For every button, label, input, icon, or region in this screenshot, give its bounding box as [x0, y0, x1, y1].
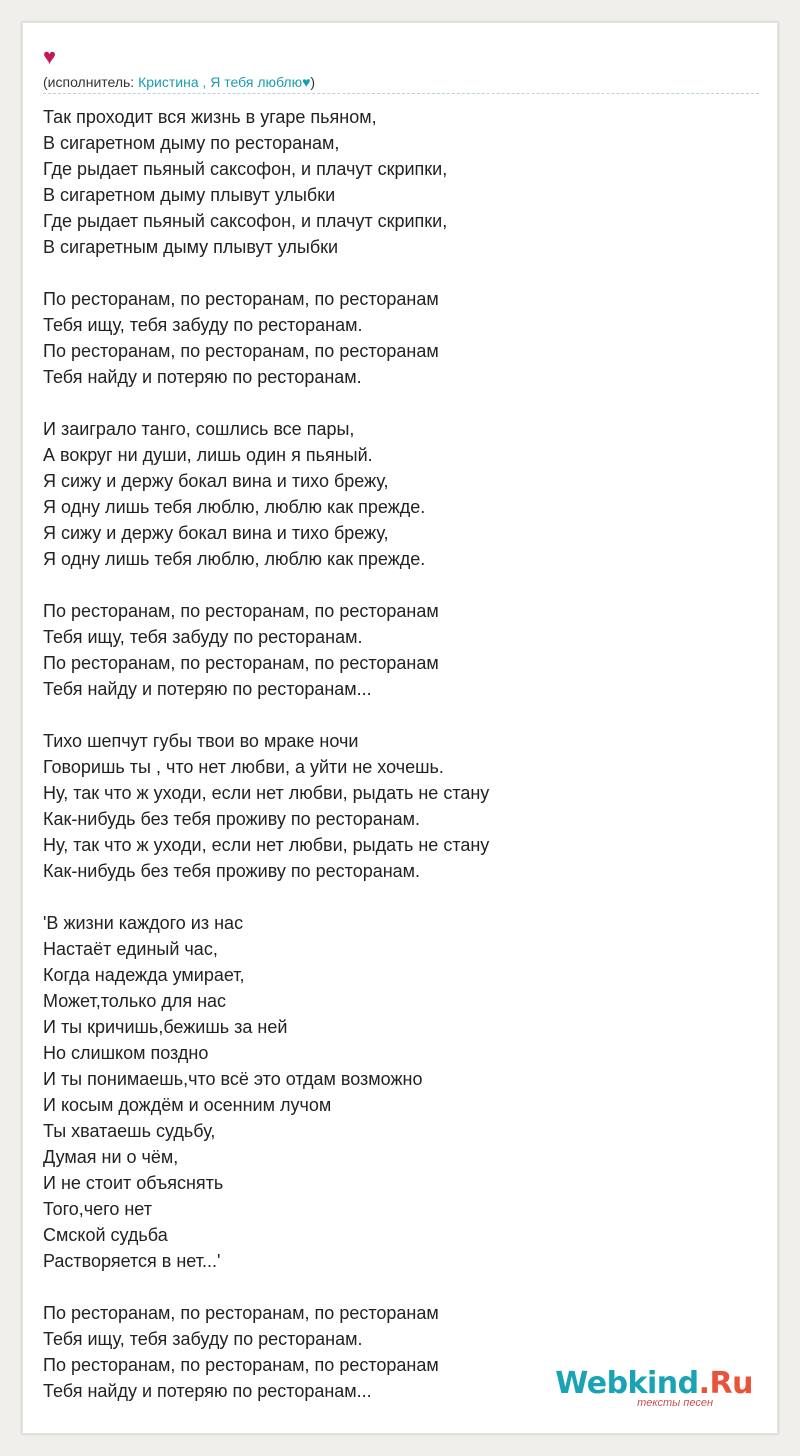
lyrics-line: Я одну лишь тебя люблю, люблю как прежде. — [43, 497, 426, 517]
lyrics-line: Тихо шепчут губы твои во мраке ночи — [43, 731, 359, 751]
lyrics-line: И ты кричишь,бежишь за ней — [43, 1017, 288, 1037]
lyrics-line: Как-нибудь без тебя проживу по ресторанам. — [43, 861, 421, 881]
lyrics-line: Я сижу и держу бокал вина и тихо брежу, — [43, 523, 389, 543]
lyrics-stanza — [43, 910, 763, 1274]
lyrics-line: По ресторанам, по ресторанам, по ресторанам — [43, 289, 439, 309]
lyrics-line: И ты понимаешь,что всё это отдам возможно — [43, 1069, 423, 1089]
lyrics-stanza — [43, 728, 763, 884]
lyrics-line: А вокруг ни души, лишь один я пьяный. — [43, 445, 373, 465]
lyrics-line: Тебя ищу, тебя забуду по ресторанам. — [43, 1329, 363, 1349]
logo-tld: .Ru — [698, 1366, 753, 1401]
logo-main-text: Webkind — [555, 1366, 699, 1401]
meta-prefix: (исполнитель: — [43, 74, 139, 90]
heart-icon: ♥ — [43, 44, 57, 69]
lyrics-text — [43, 104, 763, 1430]
lyrics-line: Когда надежда умирает, — [43, 965, 245, 985]
artist-link[interactable]: Кристина , Я тебя люблю♥ — [138, 74, 311, 90]
lyrics-line: По ресторанам, по ресторанам, по ресторанам — [43, 1303, 439, 1323]
lyrics-line: По ресторанам, по ресторанам, по ресторанам — [43, 653, 439, 673]
lyrics-line: И не стоит объяснять — [43, 1173, 224, 1193]
lyrics-line: Тебя ищу, тебя забуду по ресторанам. — [43, 627, 363, 647]
lyrics-line: Думая ни о чём, — [43, 1147, 179, 1167]
webkind-logo[interactable] — [555, 1366, 753, 1409]
lyrics-line: Ну, так что ж уходи, если нет любви, рыдать не стану — [43, 835, 490, 855]
lyrics-line: Как-нибудь без тебя проживу по ресторанам. — [43, 809, 421, 829]
lyrics-card — [22, 22, 778, 1434]
lyrics-line: Но слишком поздно — [43, 1043, 209, 1063]
lyrics-line: По ресторанам, по ресторанам, по ресторанам — [43, 341, 439, 361]
lyrics-line: Где рыдает пьяный саксофон, и плачут скрипки, — [43, 159, 448, 179]
dashed-divider — [43, 93, 759, 94]
lyrics-line: Ну, так что ж уходи, если нет любви, рыдать не стану — [43, 783, 490, 803]
lyrics-line: По ресторанам, по ресторанам, по ресторанам — [43, 601, 439, 621]
lyrics-line: Того,чего нет — [43, 1199, 152, 1219]
lyrics-line: В сигаретном дыму по ресторанам, — [43, 133, 340, 153]
lyrics-line: Я одну лишь тебя люблю, люблю как прежде. — [43, 549, 426, 569]
lyrics-stanza — [43, 104, 763, 260]
logo-wordmark — [555, 1367, 753, 1401]
lyrics-line: Настаёт единый час, — [43, 939, 218, 959]
lyrics-line: И заиграло танго, сошлись все пары, — [43, 419, 355, 439]
logo-tagline: тексты песен — [637, 1397, 713, 1409]
song-meta — [43, 73, 315, 91]
lyrics-stanza — [43, 286, 763, 390]
lyrics-line: Где рыдает пьяный саксофон, и плачут скрипки, — [43, 211, 448, 231]
lyrics-stanza — [43, 598, 763, 702]
lyrics-line: Говоришь ты , что нет любви, а уйти не хочешь. — [43, 757, 444, 777]
lyrics-line: И косым дождём и осенним лучом — [43, 1095, 332, 1115]
lyrics-line: По ресторанам, по ресторанам, по ресторанам — [43, 1355, 439, 1375]
lyrics-line: 'В жизни каждого из нас — [43, 913, 244, 933]
lyrics-line: Тебя найду и потеряю по ресторанам... — [43, 679, 372, 699]
lyrics-line: Я сижу и держу бокал вина и тихо брежу, — [43, 471, 389, 491]
lyrics-line: Тебя найду и потеряю по ресторанам... — [43, 1381, 372, 1401]
lyrics-line: Растворяется в нет...' — [43, 1251, 221, 1271]
lyrics-line: Смской судьба — [43, 1225, 168, 1245]
lyrics-line: Тебя ищу, тебя забуду по ресторанам. — [43, 315, 363, 335]
lyrics-line: Так проходит вся жизнь в угаре пьяном, — [43, 107, 377, 127]
meta-suffix: ) — [310, 74, 316, 90]
lyrics-line: Ты хватаешь судьбу, — [43, 1121, 216, 1141]
lyrics-line: В сигаретном дыму плывут улыбки — [43, 185, 336, 205]
lyrics-stanza — [43, 416, 763, 572]
lyrics-line: В сигаретным дыму плывут улыбки — [43, 237, 339, 257]
lyrics-line: Может,только для нас — [43, 991, 227, 1011]
lyrics-line: Тебя найду и потеряю по ресторанам. — [43, 367, 362, 387]
